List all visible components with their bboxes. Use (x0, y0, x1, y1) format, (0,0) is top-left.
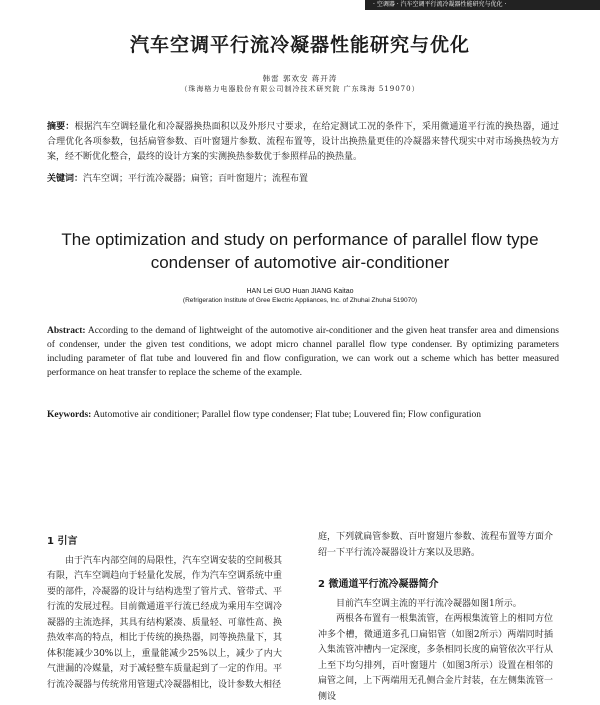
english-title: The optimization and study on performance of parallel flow type condenser of automotive air-conditioner (61, 230, 539, 272)
english-abstract-label: Abstract: (47, 326, 86, 336)
chinese-keywords-text: 汽车空调；平行流冷凝器；扁管；百叶窗翅片；流程布置 (83, 174, 309, 184)
section-1-heading: 1 引言 (47, 536, 78, 547)
chinese-abstract-label: 摘要： (47, 122, 75, 132)
section-1-paragraph: 由于汽车内部空间的局限性，汽车空调安装的空间极其有限，汽车空调趋向于轻量化发展，作为汽车空调系统中重要的部件，冷凝器的设计与结构选型了管片式、管带式、平行流的发展过程。目前微通道平行流已经成为乘用车空调冷凝器的主流选择，其具有结构紧凑、质量轻、可靠性高、换热效率高的特点，相比于传统的换热器，同等换热量下，其体积能减少30%以上，重量能减少25%以上，减少了内大气泄漏的冷媒量，对于减轻整车质量起到了一定的作用。平行流冷凝器与传统常用管翅式冷凝器相比，设计参数大相径 (47, 555, 282, 690)
chinese-affiliation: （珠海格力电器股份有限公司制冷技术研究院 广东珠海 519070） (180, 85, 420, 93)
journal-header-bar: · 空调器 · 汽车空调平行流冷凝器性能研究与优化 · (365, 0, 600, 10)
body-column-right (318, 530, 553, 705)
english-keywords (47, 408, 559, 422)
chinese-authors: 韩雷 郭欢安 蒋开涛 (262, 74, 338, 83)
english-affiliation: (Refrigeration Institute of Gree Electric Appliances, Inc. of Zhuhai Zhuhai 519070) (182, 297, 418, 304)
chinese-keywords (47, 172, 559, 187)
body-column-left (47, 534, 282, 693)
section-1-continuation: 庭，下列就扁管参数、百叶窗翅片参数、流程布置等方面介绍一下平行流冷凝器设计方案以及思路。 (318, 532, 553, 558)
chinese-abstract-text: 根据汽车空调轻量化和冷凝器换热面积以及外形尺寸要求，在给定测试工况的条件下，采用微通道平行流的换热器，通过合理优化各项参数，包括扁管参数、百叶窗翅片参数、流程布置等，设计出换热量更佳的冷凝器来替代现实中对市场换热较为方案，经不断优化整合，最终的设计方案的实测换热参数优于参照样品的换热量。 (47, 122, 559, 162)
english-keywords-label: Keywords: (47, 410, 92, 420)
english-authors: HAN Lei GUO Huan JIANG Kaitao (246, 288, 354, 295)
section-2-paragraph-2: 两根各布置有一根集流管，在两根集流管上的相同方位冲多个槽，微通道多孔口扁铝管（如图2所示）两端同时插入集流管冲槽内一定深度，多条相同长度的扁管依次平行从上至下均匀排列，百叶窗翅片（如图3所示）设置在相邻的扁管之间，上下两端用无孔侧合金片封装，在左侧集流管一侧设 (318, 614, 553, 702)
english-abstract-text: According to the demand of lightweight of the automotive air-conditioner and the given heat transfer area and dimensions of condenser, under the given test conditions, we adopt micro channel parallel flow type condenser. By optimizing parameters including parameter of flat tube and louvered fin and flow configuration, we can work out a scheme which has better measured performance on heat transfer to replace the scheme of the example. (47, 326, 559, 378)
section-2-paragraph-1: 目前汽车空调主流的平行流冷凝器如图1所示。 (336, 598, 522, 609)
english-abstract (47, 324, 559, 380)
chinese-abstract (47, 120, 559, 165)
chinese-title: 汽车空调平行流冷凝器性能研究与优化 (129, 34, 470, 56)
english-keywords-text: Automotive air conditioner; Parallel flow type condenser; Flat tube; Louvered fin; Flow configuration (93, 410, 482, 420)
section-2-heading: 2 微通道平行流冷凝器简介 (318, 579, 439, 590)
chinese-keywords-label: 关键词： (47, 174, 84, 184)
